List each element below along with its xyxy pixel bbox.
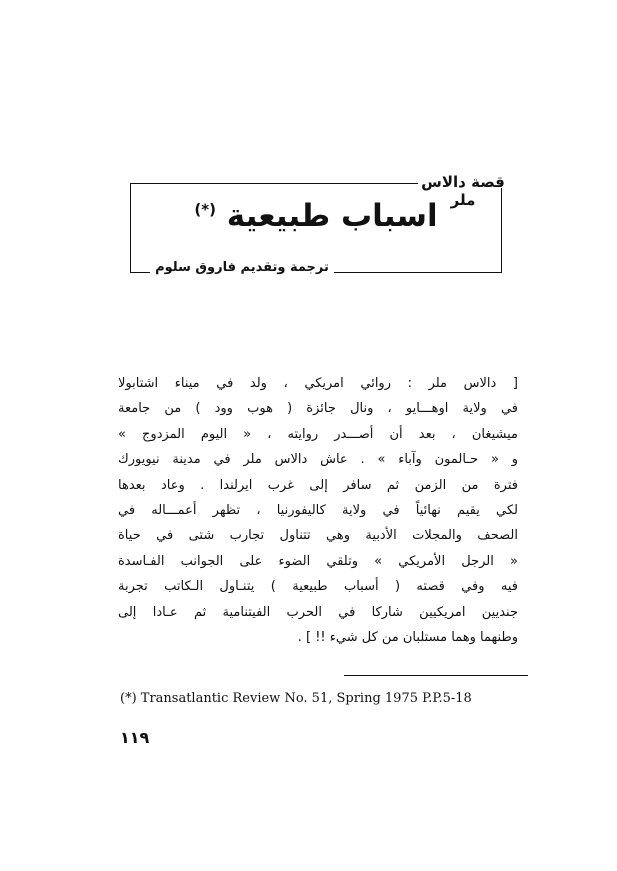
body-paragraph bbox=[118, 371, 518, 650]
translator-credit: ترجمة وتقديم فاروق سلوم bbox=[155, 260, 329, 275]
story-label: قصة دالاس ملر bbox=[421, 173, 505, 209]
body-line: جنديين امريكيين شاركا في الحرب الفيتنامية ثم عـادا إلى bbox=[118, 604, 518, 620]
body-line: و « حـالمون وآباء » . عاش دالاس ملر في مدينة نيويورك bbox=[118, 452, 518, 468]
body-line: الصحف والمجلات الأدبية وهي تتناول تجارب شتى في حياة bbox=[118, 528, 518, 544]
page-title bbox=[130, 198, 502, 234]
body-line: وطنهما وهما مستلبان من كل شيء !! ] . bbox=[297, 630, 518, 646]
body-line: ميشيغان ، بعد أن أصـــدر روايته ، « اليوم المزدوج » bbox=[118, 426, 518, 442]
page-number: ١١٩ bbox=[120, 728, 150, 747]
footnote-separator bbox=[344, 675, 528, 676]
body-line: [ دالاس ملر : روائي امريكي ، ولد في ميناء اشتابولا bbox=[118, 376, 518, 391]
body-line: لكي يقيم نهائياً في ولاية كاليفورنيا ، تظهر أعمـــاله في bbox=[118, 503, 518, 519]
title-text: اسباب طبيعية bbox=[226, 198, 438, 234]
footnote: (*) Transatlantic Review No. 51, Spring 1975 P.P.5-18 bbox=[120, 691, 472, 706]
body-line: في ولاية اوهـــايو ، ونال جائزة ( هوب وود ) من جامعة bbox=[118, 401, 518, 417]
body-line: فيه وفي قصته ( أسباب طبيعية ) يتنـاول الـكاتب تجربة bbox=[118, 579, 518, 595]
title-footnote-mark: (*) bbox=[194, 200, 216, 219]
body-line: فترة من الزمن ثم سافر إلى غرب ايرلندا . وعاد بعدها bbox=[118, 477, 518, 493]
body-line: « الرجل الأمريكي » وتلقي الضوء على الجوانب الفـاسدة bbox=[118, 553, 518, 569]
